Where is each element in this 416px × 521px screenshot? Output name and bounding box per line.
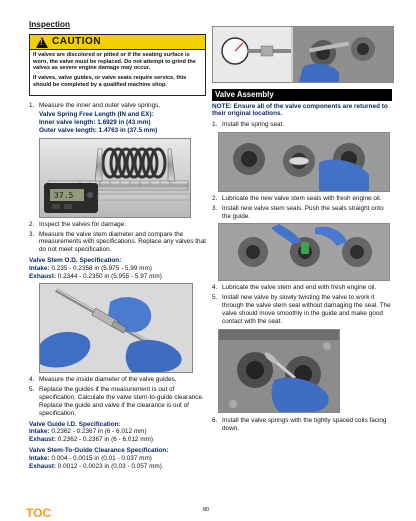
step-number: 1.	[29, 101, 35, 109]
left-column	[29, 20, 206, 473]
assembly-step-4	[212, 284, 392, 292]
inspection-step-1	[29, 102, 206, 110]
step-text: Lubricate the new valve stem seals with fresh engine oil.	[222, 194, 382, 202]
clearance-heading: Valve Stem-To-Guide Clearance Specification:	[29, 446, 169, 454]
step-number: 2.	[29, 220, 35, 228]
caution-banner	[30, 35, 205, 50]
inspection-step-2	[29, 221, 206, 229]
guide-id-heading: Valve Guide I.D. Specification:	[29, 420, 121, 428]
step-text: Replace the guides if the measurement is out of specification. Calculate the valve stem-to-guide clearance. Replace the guide and valve if the clearance is out of specification.	[39, 386, 204, 417]
spring-spec-inner: Inner valve length: 1.6929 in (43 mm)	[39, 119, 151, 127]
caliper-spring-photo	[39, 138, 191, 218]
step-text: Measure the inner and outer valve springs.	[39, 101, 161, 109]
step-text: Install the spring seat.	[222, 121, 285, 129]
spring-spec-heading: Valve Spring Free Length (IN and EX):	[39, 111, 154, 119]
assembly-step-2	[212, 195, 392, 203]
step-number: 1.	[212, 121, 218, 129]
step-number: 4.	[29, 376, 35, 384]
step-text: Lubricate the valve stem and end with fresh engine oil.	[222, 284, 377, 292]
step-number: 3.	[212, 204, 218, 212]
inspection-step-4	[29, 376, 206, 384]
caution-box	[29, 34, 206, 96]
step-text: Install the valve springs with the tightly spaced coils facing down.	[222, 417, 387, 433]
guide-id-intake: Intake: 0.2362 - 0.2367 in (6 - 6.012 mm)	[29, 428, 147, 436]
assembly-step-3	[212, 205, 392, 221]
warning-triangle-icon: !	[36, 37, 48, 48]
step-number: 5.	[212, 294, 218, 302]
valve-install-photo	[218, 329, 340, 413]
assembly-step-5	[212, 294, 392, 325]
caution-text-1: If valves are discolored or pitted or if the seating surface is worn, the valve must be replaced. Do not attempt to grind the valves as severe engine damage may occur.	[33, 52, 196, 72]
caution-text-2: If valves, valve guides, or valve seats require service, this should be completed by a qualified machine shop.	[33, 75, 187, 88]
svg-text:37.5: 37.5	[54, 190, 74, 200]
toc-link[interactable]: TOC	[26, 506, 52, 520]
stem-seal-photo	[218, 223, 390, 281]
spring-seat-photo	[218, 132, 390, 192]
clearance-exhaust: Exhaust: 0.0012 - 0.0023 in (0.03 - 0.057 mm)	[29, 462, 162, 470]
step-number: 6.	[212, 417, 218, 425]
step-number: 4.	[212, 284, 218, 292]
assembly-step-6	[212, 417, 392, 433]
caution-label: CAUTION	[52, 35, 102, 47]
step-text: Install new valve stem seals. Push the seals straight onto the guide.	[222, 204, 384, 220]
valve-assembly-note: NOTE: Ensure all of the valve components are returned to their original locations.	[212, 102, 388, 118]
spring-spec-outer: Outer valve length: 1.4763 in (37.5 mm)	[39, 126, 158, 134]
stem-od-intake: Intake: 0.235 - 0.2358 in (5.975 - 5.99 mm)	[29, 264, 152, 272]
valve-measure-photo	[39, 283, 193, 373]
inspection-step-3	[29, 231, 206, 254]
valve-assembly-heading: Valve Assembly	[212, 89, 392, 101]
step-number: 2.	[212, 194, 218, 202]
assembly-step-1	[212, 121, 392, 129]
stem-od-exhaust: Exhaust: 0.2344 - 0.2350 in (5.955 - 5.97 mm)	[29, 272, 162, 280]
guide-id-exhaust: Exhaust: 0.2362 - 0.2367 in (6 - 6.012 mm)	[29, 436, 153, 444]
step-text: Measure the valve stem diameter and compare the measurements with specifications. Replace any valves that do not meet specification.	[39, 230, 206, 254]
step-number: 3.	[29, 230, 35, 238]
stem-od-spec	[29, 257, 206, 280]
step-text: Inspect the valves for damage.	[39, 220, 127, 228]
step-text: Install new valve by slowly twisting the valve to work it through the valve stem seal without damaging the seal. The valve should move smoothly in the guide and make good contact with the seat.	[222, 294, 391, 325]
inspection-heading: Inspection	[29, 20, 70, 29]
guide-id-spec	[29, 421, 206, 444]
page-number: 80	[203, 507, 210, 513]
inspection-step-5	[29, 386, 206, 417]
step-number: 5.	[29, 386, 35, 394]
stem-od-heading: Valve Stem O.D. Specification:	[29, 257, 122, 265]
clearance-spec	[29, 447, 206, 470]
spring-spec	[39, 111, 206, 134]
step-text: Measure the inside diameter of the valve guides.	[39, 376, 177, 384]
micrometer-photo	[212, 26, 394, 83]
right-column	[212, 26, 392, 435]
clearance-intake: Intake: 0.004 - 0.0015 in (0.01 - 0.037 mm)	[29, 454, 152, 462]
